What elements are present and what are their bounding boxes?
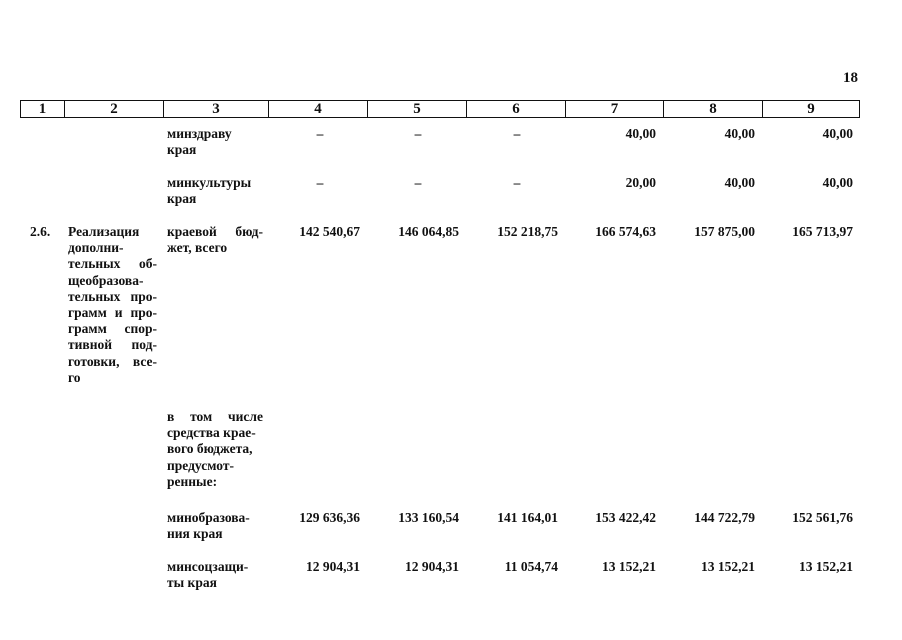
value-cell: 142 540,67 bbox=[299, 224, 360, 239]
header-cell-9: 9 bbox=[807, 101, 815, 117]
row-number: 2.6. bbox=[30, 224, 51, 239]
value-cell: 40,00 bbox=[724, 175, 755, 190]
header-cell-1: 1 bbox=[21, 101, 65, 117]
value-cell: 152 218,75 bbox=[497, 224, 558, 239]
row-description: Реализация дополни- тельных об- щеобразова- тельных про- грамм и про- грамм спор- тивной под- готовки, все- го bbox=[68, 224, 157, 385]
value-cell: 157 875,00 bbox=[694, 224, 755, 239]
value-cell: 12 904,31 bbox=[405, 559, 459, 574]
value-cell: – bbox=[513, 126, 521, 141]
row-label: в том числе средства крае- вого бюджета, предусмот- ренные: bbox=[167, 409, 263, 489]
row-label: краевой бюд- жет, всего bbox=[167, 224, 263, 256]
value-cell: 20,00 bbox=[625, 175, 656, 190]
row-label: минздраву края bbox=[167, 126, 232, 158]
header-cell-4: 4 bbox=[269, 101, 368, 117]
value-cell: 40,00 bbox=[822, 126, 853, 141]
header-cell-7: 7 bbox=[566, 101, 664, 117]
value-cell: 166 574,63 bbox=[595, 224, 656, 239]
header-cell-3: 3 bbox=[164, 101, 269, 117]
value-cell: 11 054,74 bbox=[504, 559, 558, 574]
value-cell: – bbox=[513, 175, 521, 190]
page-number: 18 bbox=[843, 70, 858, 86]
header-cell-6: 6 bbox=[467, 101, 566, 117]
value-cell: 141 164,01 bbox=[497, 510, 558, 525]
value-cell: 40,00 bbox=[625, 126, 656, 141]
value-cell: 129 636,36 bbox=[299, 510, 360, 525]
value-cell: 152 561,76 bbox=[792, 510, 853, 525]
value-cell: 40,00 bbox=[724, 126, 755, 141]
value-cell: – bbox=[316, 126, 324, 141]
value-cell: 12 904,31 bbox=[306, 559, 360, 574]
value-cell: – bbox=[414, 175, 422, 190]
value-cell: 13 152,21 bbox=[602, 559, 656, 574]
value-cell: 153 422,42 bbox=[595, 510, 656, 525]
value-cell: 13 152,21 bbox=[701, 559, 755, 574]
row-label: минсоцзащи- ты края bbox=[167, 559, 249, 591]
header-cell-2: 2 bbox=[65, 101, 164, 117]
value-cell: – bbox=[316, 175, 324, 190]
value-cell: 146 064,85 bbox=[398, 224, 459, 239]
table-header-row bbox=[20, 100, 860, 118]
header-cell-8: 8 bbox=[664, 101, 763, 117]
row-label: минкультуры края bbox=[167, 175, 252, 207]
value-cell: – bbox=[414, 126, 422, 141]
value-cell: 133 160,54 bbox=[398, 510, 459, 525]
header-cell-5: 5 bbox=[368, 101, 467, 117]
value-cell: 40,00 bbox=[822, 175, 853, 190]
value-cell: 144 722,79 bbox=[694, 510, 755, 525]
value-cell: 165 713,97 bbox=[792, 224, 853, 239]
row-label: минобразова- ния края bbox=[167, 510, 250, 542]
value-cell: 13 152,21 bbox=[799, 559, 853, 574]
